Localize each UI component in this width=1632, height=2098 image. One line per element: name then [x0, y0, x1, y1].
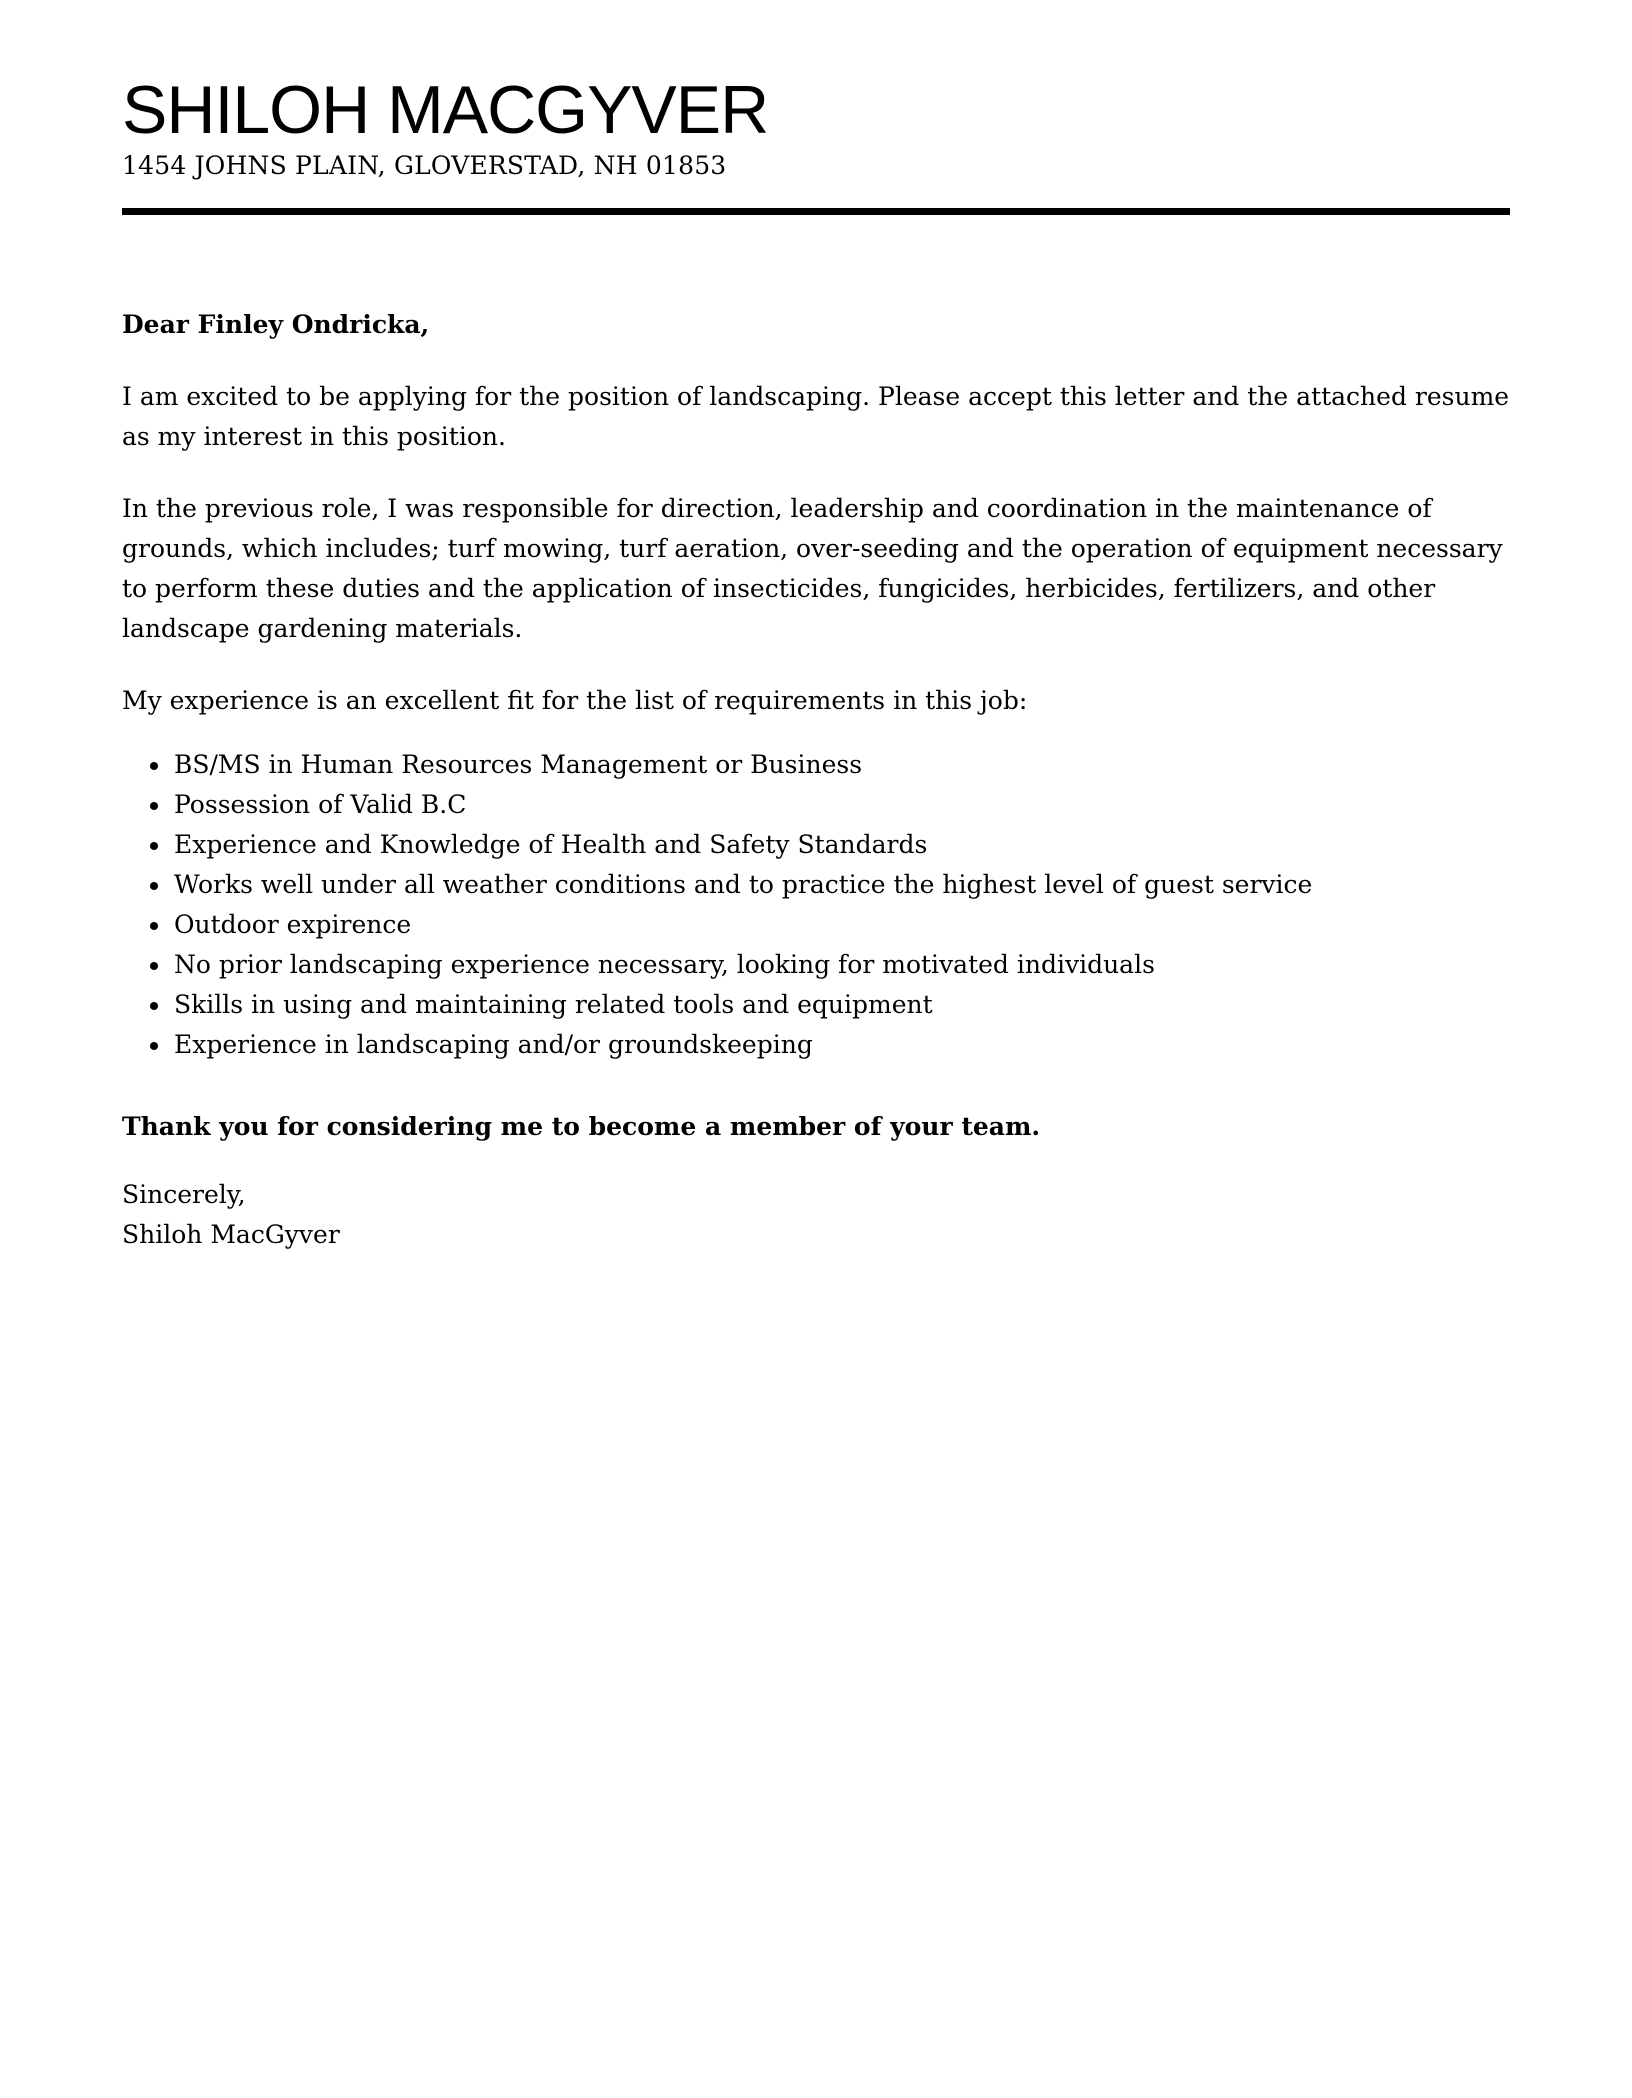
closing-statement: Thank you for considering me to become a member of your team.	[122, 1112, 1041, 1141]
letter-header	[122, 72, 1510, 215]
requirements-intro: My experience is an excellent fit for the list of requirements in this job:	[122, 686, 1028, 715]
sender-name: SHILOH MACGYVER	[122, 72, 769, 148]
requirement-item: • Experience in landscaping and/or groundskeeping	[172, 1025, 1510, 1065]
requirement-item: • BS/MS in Human Resources Management or Business	[172, 745, 1510, 785]
requirements-list	[122, 745, 1510, 1065]
header-divider	[122, 208, 1510, 215]
letter-body	[122, 305, 1510, 1255]
signoff-word: Sincerely,	[122, 1180, 246, 1209]
greeting-line: Dear Finley Ondricka,	[122, 310, 430, 339]
previous-role-paragraph: In the previous role, I was responsible for direction, leadership and coordination in the maintenance of grounds, which includes; turf mowing, turf aeration, over-seeding and the operation of equipment necessary to perform these duties and the application of insecticides, fungicides, herbicides, fertilizers, and other landscape gardening materials.	[122, 494, 1503, 643]
requirement-item: • No prior landscaping experience necessary, looking for motivated individuals	[172, 945, 1510, 985]
intro-paragraph: I am excited to be applying for the position of landscaping. Please accept this letter and the attached resume as my interest in this position.	[122, 382, 1510, 451]
requirement-item: • Skills in using and maintaining related tools and equipment	[172, 985, 1510, 1025]
signoff-block	[122, 1175, 1510, 1255]
requirement-item: • Works well under all weather conditions and to practice the highest level of guest service	[172, 865, 1510, 905]
sender-address: 1454 JOHNS PLAIN, GLOVERSTAD, NH 01853	[122, 151, 727, 180]
requirement-item: • Outdoor expirence	[172, 905, 1510, 945]
requirement-item: • Possession of Valid B.C	[172, 785, 1510, 825]
signature-name: Shiloh MacGyver	[122, 1220, 340, 1249]
requirement-item: • Experience and Knowledge of Health and Safety Standards	[172, 825, 1510, 865]
